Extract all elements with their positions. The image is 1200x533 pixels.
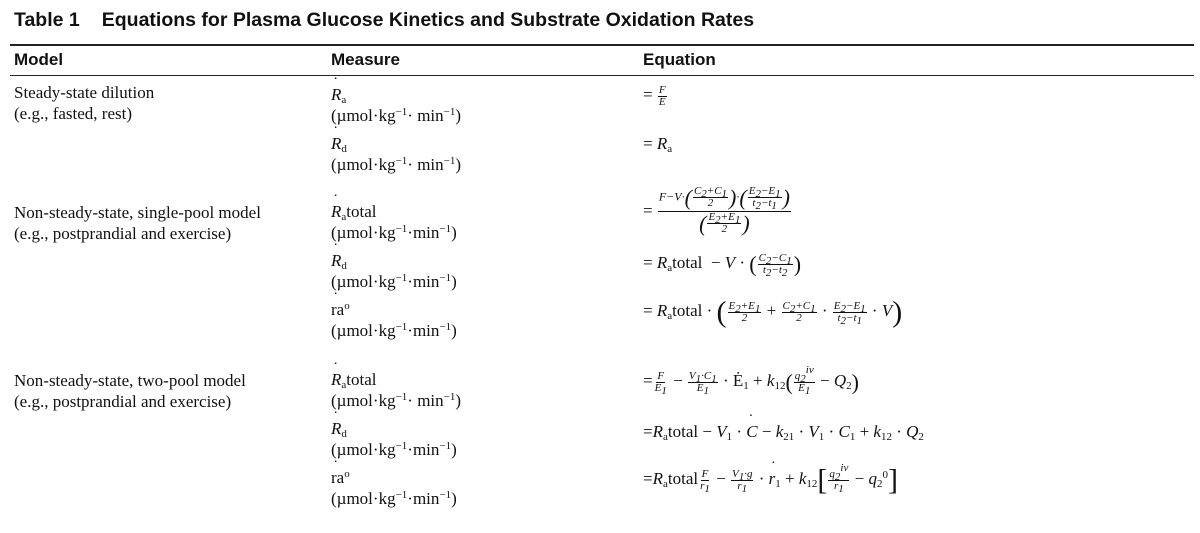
equation-rd-steady: = $R_a$ — [643, 134, 673, 155]
measure-rao-two: ˙ $ra^o$ $(\mu mol\cdot kg^{-1}\cdot\min^{-1})$ — [331, 467, 457, 509]
measure-ra-total-single: ˙ $R_atotal$ $(\mu mol\cdot kg^{-1}\cdot\min^{-1})$ — [331, 201, 457, 243]
measure-ra-total-two: ˙ $R_atotal$ $(\mu mol\cdot kg^{-1}\cdot \min^{-1})$ — [331, 369, 461, 411]
header-model: Model — [14, 50, 64, 69]
header-rule — [10, 75, 1194, 76]
equation-ra-steady: = $\frac{F}{E}$ — [643, 83, 666, 108]
table-number: Table 1 — [14, 9, 80, 31]
measure-rd-steady: ˙ $R_d$ $(\mu mol\cdot kg^{-1}\cdot \min^{-1})$ — [331, 133, 461, 175]
measure-rd-two: ˙ $R_d$ $(\mu mol\cdot kg^{-1}\cdot\min^{-1})$ — [331, 418, 457, 460]
model-two-pool: Non-steady-state, two-pool model (e.g., postprandial and exercise) — [14, 371, 246, 411]
header-measure: Measure — [331, 50, 400, 69]
equation-rao-two: $=R_atotal$ $\frac{F}{r_1}$ − $\frac{V_1\cdot g}{r_1}$ · ˙ $r_1 + k_{12}$[ $\frac{q_2^{iv}}{r_1}$ − $q_2^0$] — [643, 468, 898, 492]
table-top-rule — [10, 44, 1194, 46]
header-equation: Equation — [643, 50, 716, 69]
equation-rao-single: = $R_atotal$ · ( $\frac{E_2+E_1}{2}$ + $\frac{C_2+C_1}{2}$ · $\frac{E_2-E_1}{t_2-t_1}$ · V) — [643, 295, 903, 329]
table-caption: Equations for Plasma Glucose Kinetics and Substrate Oxidation Rates — [101, 9, 755, 31]
model-single-pool: Non-steady-state, single-pool model (e.g., postprandial and exercise) — [14, 203, 261, 243]
measure-rao-single: ˙ $ra^o$ $(\mu mol\cdot kg^{-1}\cdot\min^{-1})$ — [331, 299, 457, 341]
model-steady-state: Steady-state dilution (e.g., fasted, rest) — [14, 83, 155, 123]
equation-ra-total-two: = $\frac{F}{E_1}$ − $\frac{V_1\cdot C_1}{E_1}$ · $Ė_1 + k_{12}$( $\frac{q_2^{iv}}{E_1}$ − $Q_2$) — [643, 364, 859, 398]
equation-rd-single: = $R_atotal - V$ · ( $\frac{C_2-C_1}{t_2-t_2}$ ) — [643, 251, 802, 279]
equation-rd-two: $=R_atotal - V_1$ · ˙ $C - k_{21} \cdot V_1 \cdot C_1 + k_{12} \cdot Q_2$ — [643, 421, 924, 442]
measure-ra-steady: ˙ $R_a$ $(\mu mol\cdot kg^{-1}\cdot \min^{-1})$ — [331, 84, 461, 126]
measure-rd-single: ˙ $R_d$ $(\mu mol\cdot kg^{-1}\cdot\min^{-1})$ — [331, 250, 457, 292]
equation-ra-total-single: = F−V·( $\frac{C_2+C_1}{2}$ )·( $\frac{E_2-E_1}{t_2-t_1}$ ) ( $\frac{E_2+E_1}{2}$ ) — [643, 185, 790, 236]
table-title — [14, 9, 754, 32]
